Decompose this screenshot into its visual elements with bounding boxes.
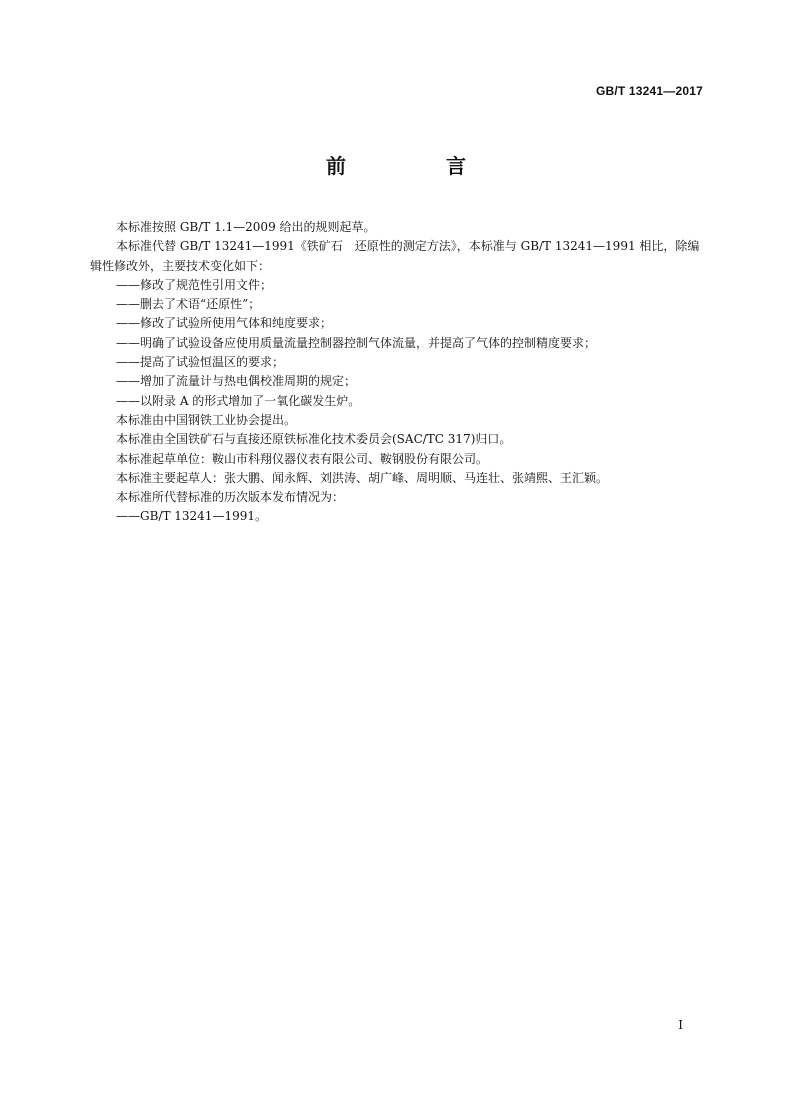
change-item: ——修改了试验所使用气体和纯度要求；	[116, 316, 333, 331]
foreword-body	[90, 218, 702, 527]
change-item: ——增加了流量计与热电偶校准周期的规定；	[116, 374, 357, 389]
page-title: 前 言	[326, 154, 506, 178]
standard-number: GB/T 13241—2017	[595, 84, 703, 98]
paragraph-committee: 本标准由全国铁矿石与直接还原铁标准化技术委员会(SAC/TC 317)归口。	[116, 432, 512, 447]
paragraph-drafting-units: 本标准起草单位：鞍山市科翔仪器仪表有限公司、鞍钢股份有限公司。	[116, 451, 489, 466]
change-item: ——提高了试验恒温区的要求；	[116, 355, 285, 370]
paragraph-drafting-rules: 本标准按照 GB/T 1.1—2009 给出的规则起草。	[116, 220, 376, 234]
change-item: ——以附录 A 的形式增加了一氧化碳发生炉。	[116, 393, 361, 408]
paragraph-replacement: 本标准代替 GB/T 13241—1991《铁矿石 还原性的测定方法》，本标准与 GB/T 13241—1991 相比，除编辑性修改外，主要技术变化如下：	[90, 239, 700, 273]
paragraph-proposer: 本标准由中国钢铁工业协会提出。	[116, 412, 297, 427]
change-item: ——修改了规范性引用文件；	[116, 277, 273, 292]
paragraph-drafters: 本标准主要起草人：张大鹏、闻永辉、刘洪涛、胡广峰、周明顺、马连壮、张靖熙、王汇颖。	[116, 470, 609, 485]
change-item: ——明确了试验设备应使用质量流量控制器控制气体流量，并提高了气体的控制精度要求；	[116, 335, 597, 350]
page-number: I	[678, 1018, 683, 1032]
history-item: ——GB/T 13241—1991。	[116, 509, 267, 524]
change-item: ——删去了术语“还原性”；	[116, 297, 261, 312]
paragraph-history: 本标准所代替标准的历次版本发布情况为：	[116, 490, 345, 505]
